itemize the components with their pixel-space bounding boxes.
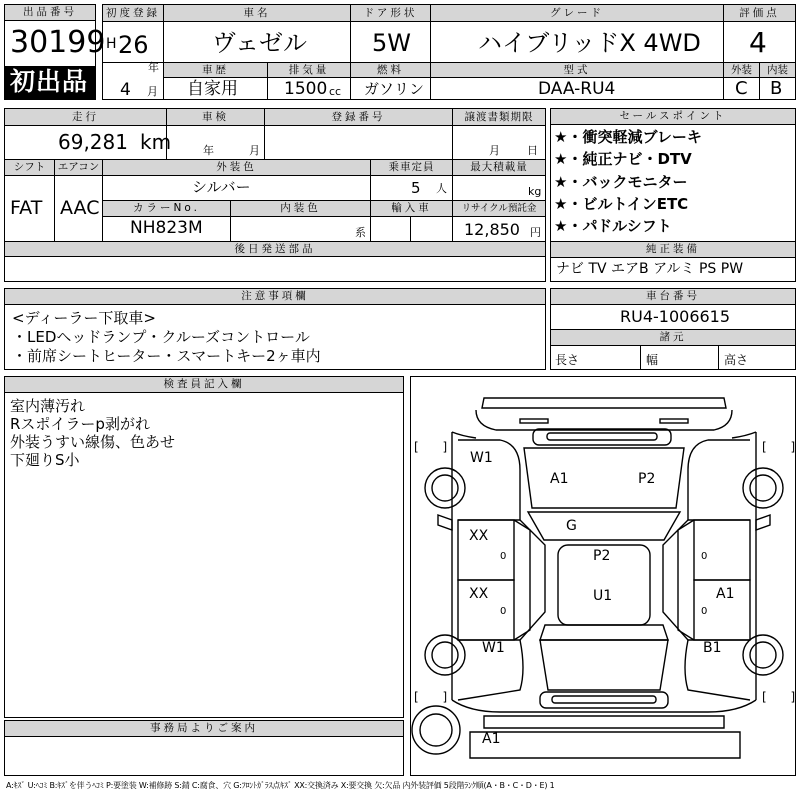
int-grade: B [770,78,783,99]
inspection-label: 車検 [166,108,265,126]
mileage: 69,281 [58,130,128,154]
damage-mark: XX [469,528,489,544]
transfer-label: 譲渡書類期限 [452,108,546,126]
ac: AAC [60,197,100,219]
capacity: 5 [411,179,421,197]
sales-point-item: ★・衝突軽減ブレーキ [554,128,702,146]
sales-points-label: セールスポイント [550,108,796,125]
width-label: 幅 [646,353,659,367]
inspection-year-unit: 年 [203,144,214,157]
bracket-rear-left: [ ] [414,690,458,704]
inspector-label: 検査員記入欄 [4,376,404,393]
grade-label: グレード [430,4,724,22]
model: DAA-RU4 [538,79,616,99]
inspector-line: 下廻りS小 [10,451,80,469]
capacity-label: 乗車定員 [370,159,453,176]
damage-mark: W1 [470,450,493,466]
reg-year-unit: 年 [148,61,159,74]
height-label: 高さ [724,353,749,367]
chassis-label: 車台番号 [550,288,796,305]
int-color-label: 内装色 [230,200,371,217]
capacity-unit: 人 [436,182,447,195]
ext-color: シルバー [192,178,251,196]
recycle-unit: 円 [530,226,541,239]
transfer-day-unit: 日 [527,144,538,157]
inspector-line: 室内薄汚れ [10,397,86,415]
history-label: 車歴 [163,62,268,78]
import-label: 輸入車 [370,200,453,217]
max-load-unit: kg [528,185,542,198]
ac-label: エアコン [54,159,103,176]
fuel-label: 燃料 [350,62,431,78]
ext-grade-label: 外装 [723,62,760,78]
sales-point-item: ★・ビルトインETC [554,195,689,213]
legend: A:ｷｽﾞ U:ﾍｺﾐ B:ｷｽﾞを伴うﾍｺﾐ P:要塗装 W:補修跡 S:錆 C:腐食、穴 G:ﾌﾛﾝﾄｶﾞﾗｽ点ｷｽﾞ XX:交換済み X:要交換 欠:欠品 内外装評価 5段階ﾗﾝｸ順(A・B・C・D・E) 1 [6,781,555,790]
score: 4 [749,26,767,59]
inspector-line: Rスポイラーp剥がれ [10,415,150,433]
era: H [106,36,117,52]
car-diagram [410,376,796,776]
sales-point-item: ★・バックモニター [554,173,688,191]
zero-mark: 0 [701,551,708,562]
damage-mark: B1 [703,640,722,656]
recycle-label: リサイクル預託金 [452,200,546,217]
door-label: ドア形状 [350,4,431,22]
damage-mark: G [566,518,577,534]
reg-year: 26 [118,31,149,59]
displacement-unit: cc [329,85,342,98]
score-label: 評価点 [723,4,796,22]
max-load-label: 最大積載量 [452,159,546,176]
bracket-rear-right: [ ] [762,690,805,704]
damage-mark: W1 [482,640,505,656]
first-listing-text: 初出品 [10,67,89,96]
chassis-number: RU4-1006615 [620,307,731,326]
bracket-front-left: [ ] [414,440,458,454]
lot-number-label: 出品番号 [4,4,96,21]
later-parts-label: 後日発送部品 [4,241,546,257]
sales-point-item: ★・純正ナビ・DTV [554,150,692,168]
note-line: ・LEDヘッドランプ・クルーズコントロール [12,328,310,346]
damage-mark: P2 [593,548,611,564]
color-no: NH823M [130,218,203,238]
lot-number: 30199 [10,25,106,60]
note-line: <ディーラー下取車> [12,309,156,327]
displacement-label: 排気量 [267,62,351,78]
sales-point-item: ★・パドルシフト [554,217,672,235]
shift: FAT [10,197,43,219]
history: 自家用 [187,79,238,99]
note-line: ・前席シートヒーター・スマートキー2ヶ車内 [12,347,321,365]
dims-label: 諸元 [550,329,796,346]
damage-mark: U1 [593,588,613,604]
mileage-label: 走行 [4,108,167,126]
int-color-unit: 系 [355,226,366,239]
office-label: 事務局よりご案内 [4,720,404,737]
length-label: 長さ [555,353,580,367]
inspector-line: 外装うすい線傷、色あせ [10,433,176,451]
transfer-month-unit: 月 [489,144,500,157]
color-no-label: カラーNo. [102,200,231,217]
displacement: 1500 [284,79,328,99]
damage-mark: P2 [638,471,656,487]
recycle: 12,850 [464,220,520,239]
damage-mark: A1 [550,471,569,487]
zero-mark: 0 [701,606,708,617]
reg-month-unit: 月 [147,85,158,98]
car-name-label: 車名 [163,4,351,22]
damage-mark: A1 [482,731,501,747]
equipment: ナビ TV エアB アルミ PS PW [556,261,744,277]
notes-label: 注意事項欄 [4,288,546,305]
mileage-unit: km [140,130,172,154]
ext-grade: C [735,78,748,99]
shift-label: シフト [4,159,55,176]
reg-month: 4 [120,80,131,100]
model-label: 型式 [430,62,724,78]
zero-mark: 0 [500,551,507,562]
damage-mark: XX [469,586,489,602]
car-name: ヴェゼル [212,29,308,57]
reg-no-label: 登録番号 [264,108,453,126]
damage-mark: A1 [716,586,735,602]
inspection-month-unit: 月 [249,144,260,157]
bracket-front-right: [ ] [762,440,805,454]
zero-mark: 0 [500,606,507,617]
equipment-label: 純正装備 [550,241,796,258]
first-reg-label: 初度登録 [102,4,164,22]
ext-color-label: 外装色 [102,159,371,176]
grade: ハイブリッドX 4WD [478,29,701,57]
int-grade-label: 内装 [759,62,796,78]
fuel: ガソリン [364,80,425,98]
door: 5W [372,29,411,57]
